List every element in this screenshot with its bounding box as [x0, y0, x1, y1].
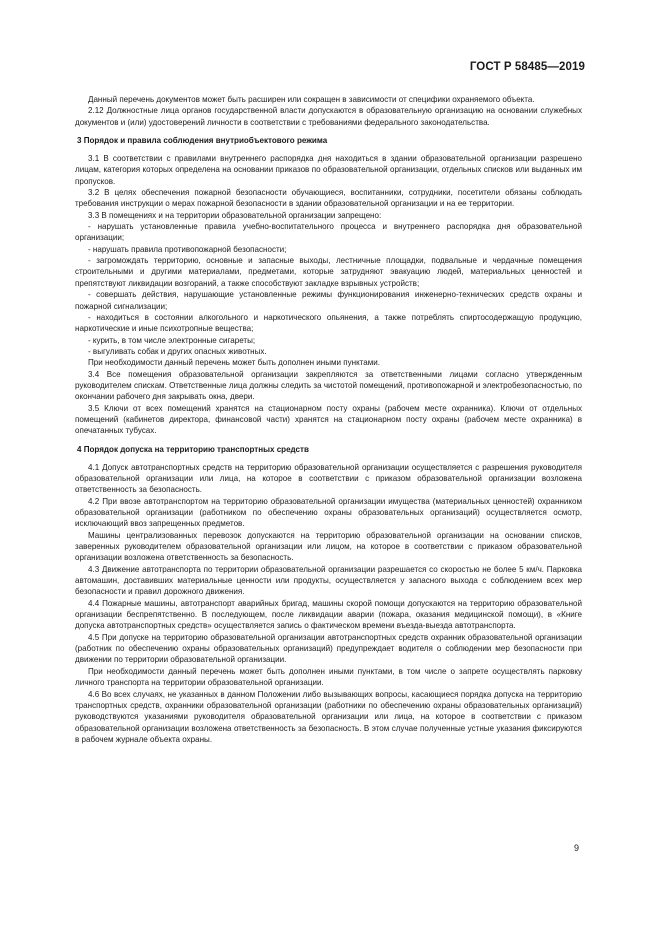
list-item: - курить, в том числе электронные сигареты;	[88, 335, 256, 345]
section-heading-4: 4 Порядок допуска на территорию транспортных средств	[77, 444, 309, 454]
list-item: - нарушать установленные правила учебно-воспитательного процесса и внутреннего распорядка дня образовательной организации;	[75, 222, 582, 243]
paragraph: Данный перечень документов может быть расширен или сокращен в зависимости от специфики охраняемого объекта.	[88, 95, 535, 104]
paragraph: 3.2 В целях обеспечения пожарной безопасности обучающиеся, воспитанники, сотрудники, посетители обязаны соблюдать требования инструкции о мерах пожарной безопасности в здании образовательной организации и на ее территории.	[75, 188, 582, 209]
document-code: ГОСТ Р 58485—2019	[469, 61, 585, 73]
paragraph: 3.1 В соответствии с правилами внутреннего распорядка дня находиться в здании образовательной организации разрешено лицам, категория которых определена на основании приказов по образовательной организации, отдельных списков или выданных им пропусков.	[75, 154, 582, 186]
paragraph: Машины централизованных перевозок допускаются на территорию образовательной организации на основании списков, заверенных руководителем образовательной организации или лицом, на которое в соответствии с приказом образовательной организации возложена ответственность за безопасность.	[75, 530, 582, 563]
paragraph: 4.6 Во всех случаях, не указанных в данном Положении либо вызывающих вопросы, касающиеся порядка допуска на территорию транспортных средств, охранники образовательной организации (работники по обеспечению охраны образовательных организаций) руководствуются указаниями руководителя образовательной организации или лица, на которое в соответствии с приказом образовательной организации возложена ответственность за безопасность. В этом случае полученные устные указания фиксируются в рабочем журнале объекта охраны.	[75, 689, 582, 744]
paragraph: При необходимости данный перечень может быть дополнен иными пунктами, в том числе о запрете осуществлять парковку личного транспорта на территории образовательной организации.	[75, 666, 582, 688]
paragraph: 4.5 При допуске на территорию образовательной организации автотранспортных средств охранник образовательной организации (работник по обеспечению охраны образовательных организаций) предупреждает водителя о соблюдении мер безопасности при движении по территории образовательной организации.	[75, 632, 582, 665]
paragraph: 3.4 Все помещения образовательной организации закрепляются за ответственными лицами согласно утвержденным руководителем спискам. Ответственные лица должны следить за чистотой помещений, противопожарной и электробезопасностью, по окончании рабочего дня закрывать окна, двери.	[75, 369, 582, 402]
list-item: - выгуливать собак и других опасных животных.	[88, 346, 267, 356]
paragraph: 4.4 Пожарные машины, автотранспорт аварийных бригад, машины скорой помощи допускаются на территорию образовательной организации беспрепятственно. В последующем, после ликвидации аварии (пожара, оказания медицинской помощи), в «Книге допуска автотранспортных средств» осуществляется запись о фактическом времени въезда-выезда автотранспорта.	[75, 598, 582, 631]
paragraph: 4.1 Допуск автотранспортных средств на территорию образовательной организации осуществляется с разрешения руководителя образовательной организации или лица, на которое в соответствии с приказом образовательной организации возложена ответственность за безопасность.	[75, 462, 582, 495]
paragraph: 3.5 Ключи от всех помещений хранятся на стационарном посту охраны (рабочем месте охранника). Ключи от отдельных помещений (кабинетов директора, финансовой части) хранятся на стационарном посту охраны (рабочем месте охранника) в опечатанных тубусах.	[75, 403, 582, 436]
list-item: - совершать действия, нарушающие установленные режимы функционирования инженерно-технических средств охраны и пожарной сигнализации;	[75, 290, 582, 311]
paragraph: При необходимости данный перечень может быть дополнен иными пунктами.	[88, 358, 381, 368]
paragraph: 2.12 Должностные лица органов государственной власти допускаются в образовательную организацию на основании служебных документов и (или) удостоверений личности в соответствии с требованиями федерального законодательства.	[75, 106, 582, 127]
paragraph: 4.2 При ввозе автотранспортом на территорию образовательной организации имущества (материальных ценностей) охранником образовательной организации (работником по обеспечению охраны образовательных организаций) осуществляется осмотр, исключающий ввоз запрещенных предметов.	[75, 496, 582, 529]
page-number: 9	[573, 843, 579, 853]
document-body	[75, 94, 582, 745]
paragraph: 3.3 В помещениях и на территории образовательной организации запрещено:	[88, 210, 382, 220]
list-item: - находиться в состоянии алкогольного и наркотического опьянения, а также потреблять спиртосодержащую продукцию, наркотические и иные психотропные вещества;	[75, 312, 582, 334]
paragraph: 4.3 Движение автотранспорта по территории образовательной организации разрешается со скоростью не более 5 км/ч. Парковка автомашин, доставивших материальные ценности или продукты, осуществляется у запасного выхода с соблюдением всех мер безопасности и правил дорожного движения.	[75, 564, 582, 597]
section-heading-3: 3 Порядок и правила соблюдения внутриобъектового режима	[77, 136, 328, 146]
list-item: - загромождать территорию, основные и запасные выходы, лестничные площадки, подвальные и чердачные помещения строительными и другими материалами, предметами, которые затрудняют эвакуацию людей, материальных ценностей и препятствуют ликвидации возгораний, а также способствуют закладке взрывных устройств;	[75, 256, 582, 288]
list-item: - нарушать правила противопожарной безопасности;	[88, 244, 287, 254]
